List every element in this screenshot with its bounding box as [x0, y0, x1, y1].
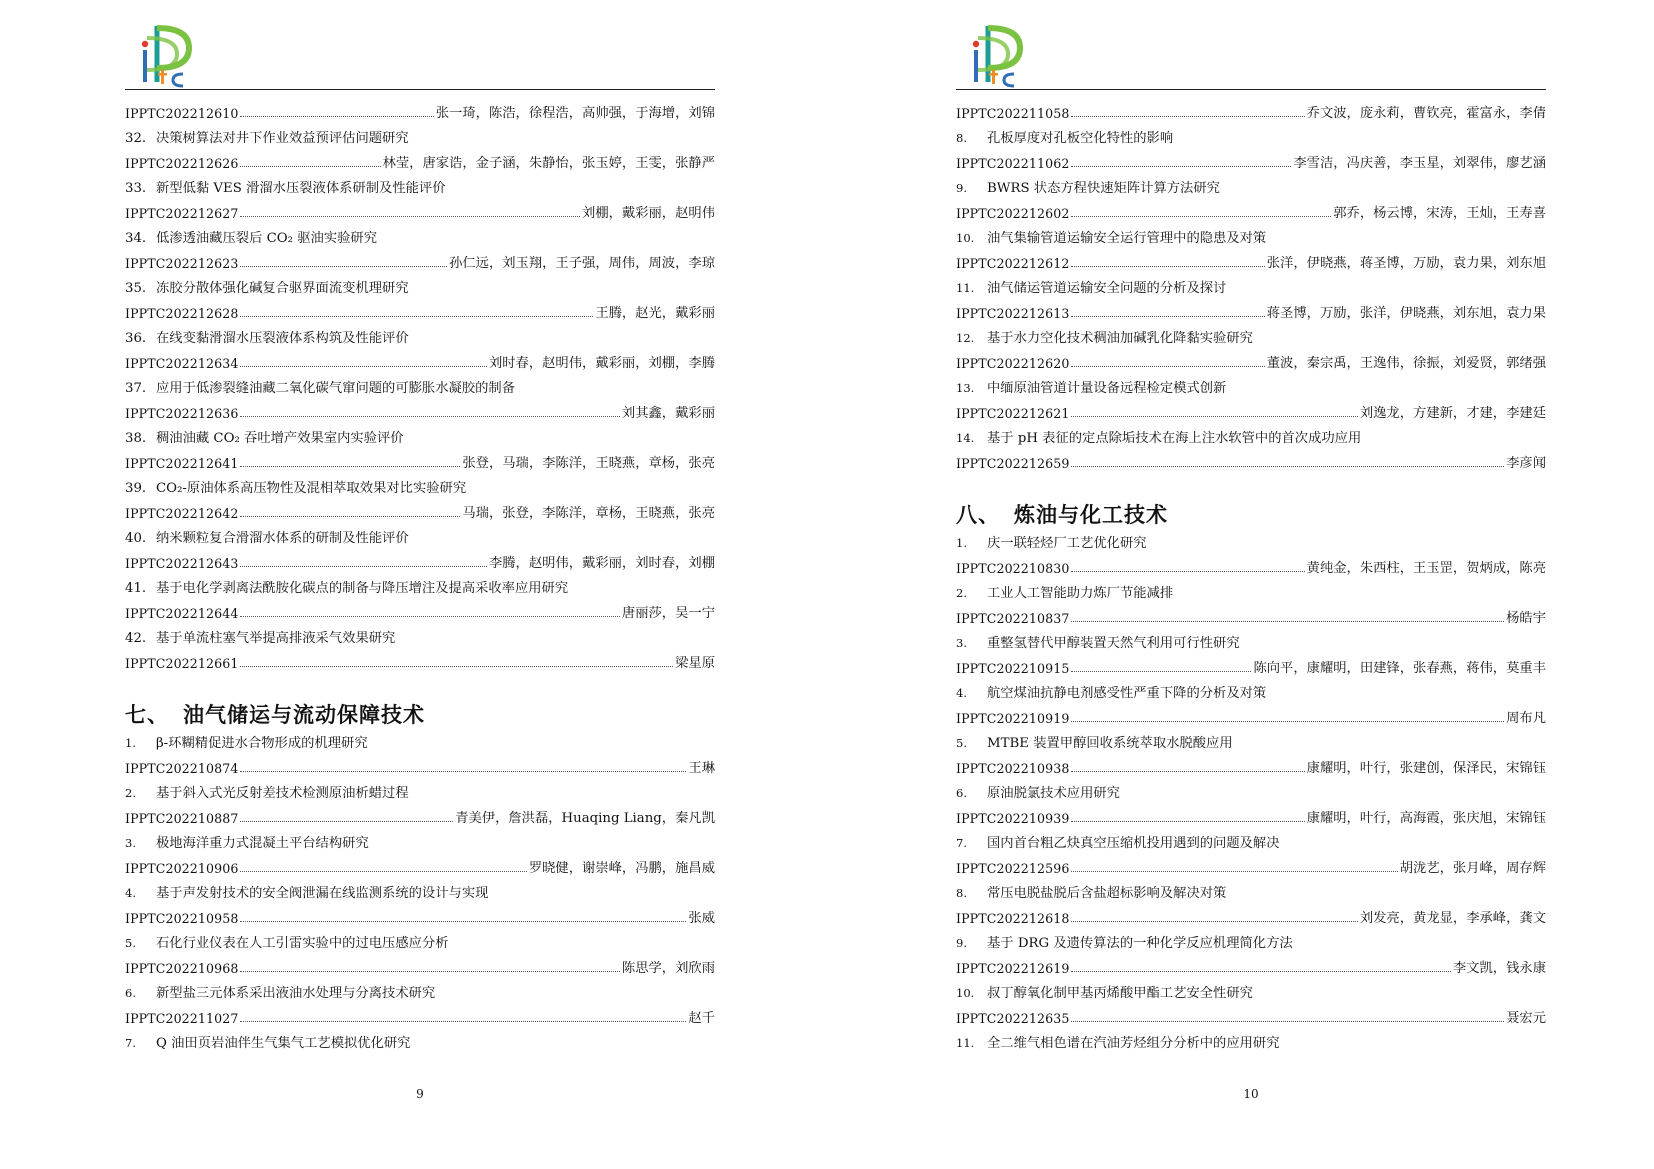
paper-title: 新型盐三元体系采出液油水处理与分离技术研究: [156, 986, 436, 1001]
paper-title: 稠油油藏 CO₂ 吞吐增产效果室内实验评价: [156, 431, 404, 446]
dot-leader: [1071, 266, 1264, 267]
paper-authors: 刘棚，戴彩丽，赵明伟: [582, 206, 715, 221]
paper-id: IPPTC202212659: [956, 456, 1070, 471]
paper-authors: 李彦闻: [1506, 456, 1546, 471]
paper-number: 8.: [956, 886, 967, 900]
paper-id: IPPTC202212612: [956, 256, 1070, 271]
paper-title-line: [125, 576, 715, 601]
paper-id-line: [956, 806, 1546, 831]
ipptc-logo-icon: [137, 20, 197, 92]
paper-authors: 李文凯，钱永康: [1452, 961, 1546, 976]
paper-id-line: [125, 806, 715, 831]
paper-title-line: [125, 376, 715, 401]
paper-number: 6.: [125, 986, 136, 1000]
paper-id-line: [125, 601, 715, 626]
left-page: [125, 0, 715, 1169]
paper-id: IPPTC202212610: [125, 106, 239, 121]
paper-number: 10.: [956, 986, 975, 1000]
paper-id-line: [956, 706, 1546, 731]
paper-title-line: [956, 226, 1546, 251]
paper-title: CO₂-原油体系高压物性及混相萃取效果对比实验研究: [156, 481, 467, 496]
paper-title: BWRS 状态方程快速矩阵计算方法研究: [987, 181, 1220, 196]
paper-id: IPPTC202210887: [125, 811, 239, 826]
paper-number: 12.: [956, 331, 975, 345]
paper-title: 决策树算法对井下作业效益预评估问题研究: [156, 131, 409, 146]
paper-id-line: [125, 201, 715, 226]
paper-title: 冻胶分散体强化碱复合驱界面流变机理研究: [156, 281, 409, 296]
paper-authors: 梁星原: [675, 656, 715, 671]
paper-id-line: [956, 606, 1546, 631]
paper-number: 35.: [125, 281, 147, 296]
paper-authors: 蒋圣博，万励，张洋，伊晓燕，刘东旭，袁力果: [1266, 306, 1546, 321]
paper-title-line: [125, 326, 715, 351]
paper-title-line: [956, 831, 1546, 856]
paper-title-line: [956, 931, 1546, 956]
paper-id: IPPTC202212596: [956, 861, 1070, 876]
paper-title: MTBE 装置甲醇回收系统萃取水脱酸应用: [987, 736, 1233, 751]
paper-title-line: [125, 781, 715, 806]
section-number: 八、: [956, 502, 1000, 527]
paper-id-line: [125, 451, 715, 476]
paper-authors: 聂宏元: [1506, 1011, 1546, 1026]
dot-leader: [240, 316, 593, 317]
paper-number: 6.: [956, 786, 967, 800]
paper-id-line: [125, 1006, 715, 1031]
dot-leader: [1071, 771, 1304, 772]
paper-title-line: [956, 176, 1546, 201]
paper-id-line: [125, 151, 715, 176]
paper-id-line: [125, 401, 715, 426]
dot-leader: [1071, 1021, 1504, 1022]
paper-id-line: [956, 956, 1546, 981]
dot-leader: [240, 166, 380, 167]
paper-id: IPPTC202212643: [125, 556, 239, 571]
paper-title: β-环糊精促进水合物形成的机理研究: [156, 736, 368, 751]
dot-leader: [240, 616, 619, 617]
paper-number: 10.: [956, 231, 975, 245]
paper-id: IPPTC202211058: [956, 106, 1070, 121]
paper-id: IPPTC202210830: [956, 561, 1070, 576]
paper-id: IPPTC202212634: [125, 356, 239, 371]
paper-number: 42.: [125, 631, 147, 646]
section-heading: [125, 698, 715, 731]
dot-leader: [1071, 821, 1304, 822]
paper-number: 40.: [125, 531, 147, 546]
paper-authors: 乔文波，庞永莉，曹钦亮，霍富永，李倩: [1306, 106, 1546, 121]
paper-id-line: [956, 856, 1546, 881]
dot-leader: [1071, 621, 1504, 622]
dot-leader: [1071, 166, 1291, 167]
dot-leader: [1071, 921, 1357, 922]
paper-number: 41.: [125, 581, 147, 596]
paper-authors: 李雪洁，冯庆善，李玉星，刘翠伟，廖艺涵: [1293, 156, 1546, 171]
paper-number: 5.: [125, 936, 136, 950]
paper-title-line: [956, 126, 1546, 151]
paper-id: IPPTC202212623: [125, 256, 239, 271]
paper-id-line: [125, 251, 715, 276]
paper-number: 11.: [956, 281, 975, 295]
right-page-body: [956, 101, 1546, 1056]
paper-title: 纳米颗粒复合滑溜水体系的研制及性能评价: [156, 531, 409, 546]
paper-number: 5.: [956, 736, 967, 750]
paper-title-line: [956, 531, 1546, 556]
right-page: [956, 0, 1546, 1169]
dot-leader: [1071, 466, 1504, 467]
paper-id-line: [956, 201, 1546, 226]
paper-number: 11.: [956, 1036, 975, 1050]
paper-authors: 王腾，赵光，戴彩丽: [595, 306, 715, 321]
paper-authors: 赵千: [688, 1011, 715, 1026]
paper-authors: 张威: [688, 911, 715, 926]
paper-id: IPPTC202212621: [956, 406, 1070, 421]
paper-id: IPPTC202212620: [956, 356, 1070, 371]
paper-authors: 马瑞，张登，李陈洋，章杨，王晓燕，张亮: [462, 506, 715, 521]
paper-title: 庆一联轻烃厂工艺优化研究: [987, 536, 1147, 551]
paper-title-line: [956, 276, 1546, 301]
paper-title-line: [125, 126, 715, 151]
section-number: 七、: [125, 702, 169, 727]
paper-authors: 唐丽莎，吴一宁: [621, 606, 715, 621]
paper-authors: 李腾，赵明伟，戴彩丽，刘时春，刘棚: [488, 556, 715, 571]
dot-leader: [240, 971, 619, 972]
paper-authors: 陈向平，康耀明，田建锋，张春燕，蒋伟，莫重丰: [1253, 661, 1546, 676]
paper-id: IPPTC202212641: [125, 456, 239, 471]
paper-number: 9.: [956, 181, 967, 195]
paper-title: 新型低黏 VES 滑溜水压裂液体系研制及性能评价: [156, 181, 446, 196]
paper-authors: 康耀明，叶行，高海霞，张庆旭，宋锦钰: [1306, 811, 1546, 826]
paper-authors: 董波，秦宗禹，王逸伟，徐振，刘爱贤，郭绪强: [1266, 356, 1546, 371]
paper-title: 航空煤油抗静电剂感受性严重下降的分析及对策: [987, 686, 1267, 701]
paper-id-line: [956, 301, 1546, 326]
paper-title-line: [956, 881, 1546, 906]
paper-title-line: [956, 631, 1546, 656]
paper-title-line: [125, 881, 715, 906]
paper-title: 在线变黏滑溜水压裂液体系构筑及性能评价: [156, 331, 409, 346]
paper-title: 基于 pH 表征的定点除垢技术在海上注水软管中的首次成功应用: [987, 431, 1362, 446]
paper-id-line: [125, 551, 715, 576]
paper-id: IPPTC202212635: [956, 1011, 1070, 1026]
paper-title: 油气集输管道运输安全运行管理中的隐患及对策: [987, 231, 1267, 246]
paper-number: 14.: [956, 431, 975, 445]
paper-number: 2.: [125, 786, 136, 800]
header-rule: [125, 89, 715, 90]
paper-number: 9.: [956, 936, 967, 950]
dot-leader: [240, 871, 526, 872]
paper-title-line: [956, 681, 1546, 706]
dot-leader: [240, 466, 460, 467]
dot-leader: [240, 821, 453, 822]
left-page-body: [125, 101, 715, 1056]
ipptc-logo-icon: [968, 20, 1028, 92]
paper-number: 3.: [125, 836, 136, 850]
paper-id-line: [956, 401, 1546, 426]
dot-leader: [240, 666, 673, 667]
header-rule: [956, 89, 1546, 90]
paper-authors: 周布凡: [1506, 711, 1546, 726]
section-gap: [956, 476, 1546, 498]
paper-title: 基于斜入式光反射差技术检测原油析蜡过程: [156, 786, 409, 801]
paper-id: IPPTC202212661: [125, 656, 239, 671]
paper-title: 基于声发射技术的安全阀泄漏在线监测系统的设计与实现: [156, 886, 489, 901]
paper-number: 39.: [125, 481, 147, 496]
section-heading: [956, 498, 1546, 531]
paper-authors: 黄纯金，朱西柱，王玉罡，贺炳成，陈亮: [1306, 561, 1546, 576]
paper-id-line: [956, 251, 1546, 276]
paper-id-line: [125, 956, 715, 981]
paper-authors: 张一琦，陈浩，徐程浩，高帅强，于海增，刘锦: [435, 106, 715, 121]
paper-number: 37.: [125, 381, 147, 396]
dot-leader: [1071, 671, 1251, 672]
paper-title-line: [956, 731, 1546, 756]
paper-id: IPPTC202210939: [956, 811, 1070, 826]
paper-authors: 林莹，唐家诰，金子涵，朱静怡，张玉婷，王雯，张静严: [382, 156, 715, 171]
paper-title: 基于单流柱塞气举提高排液采气效果研究: [156, 631, 396, 646]
dot-leader: [1071, 416, 1357, 417]
paper-id: IPPTC202211062: [956, 156, 1070, 171]
dot-leader: [240, 771, 686, 772]
paper-id: IPPTC202212636: [125, 406, 239, 421]
paper-id-line: [125, 906, 715, 931]
paper-id: IPPTC202212644: [125, 606, 239, 621]
paper-title-line: [956, 376, 1546, 401]
dot-leader: [240, 921, 686, 922]
paper-title: 孔板厚度对孔板空化特性的影响: [987, 131, 1174, 146]
paper-number: 1.: [125, 736, 136, 750]
paper-title: 极地海洋重力式混凝土平台结构研究: [156, 836, 369, 851]
section-title: 炼油与化工技术: [1014, 502, 1168, 527]
paper-id: IPPTC202210919: [956, 711, 1070, 726]
paper-title-line: [125, 626, 715, 651]
dot-leader: [240, 566, 486, 567]
paper-id: IPPTC202212613: [956, 306, 1070, 321]
page-number: 9: [416, 1087, 424, 1101]
paper-id-line: [125, 651, 715, 676]
paper-number: 1.: [956, 536, 967, 550]
paper-id: IPPTC202210968: [125, 961, 239, 976]
paper-title: 应用于低渗裂缝油藏二氧化碳气窜问题的可膨胀水凝胶的制备: [156, 381, 516, 396]
dot-leader: [1071, 116, 1304, 117]
paper-authors: 刘其鑫，戴彩丽: [621, 406, 715, 421]
paper-title: 基于 DRG 及遗传算法的一种化学反应机理简化方法: [987, 936, 1293, 951]
paper-title: 基于电化学剥离法酰胺化碳点的制备与降压增注及提高采收率应用研究: [156, 581, 569, 596]
paper-number: 13.: [956, 381, 975, 395]
paper-title-line: [956, 1031, 1546, 1056]
paper-number: 2.: [956, 586, 967, 600]
paper-id-line: [956, 556, 1546, 581]
paper-title: 工业人工智能助力炼厂节能减排: [987, 586, 1174, 601]
paper-authors: 青美伊，詹洪磊，Huaqing Liang，秦凡凯: [455, 811, 715, 826]
paper-id-line: [956, 351, 1546, 376]
paper-authors: 张洋，伊晓燕，蒋圣博，万励，袁力果，刘东旭: [1266, 256, 1546, 271]
paper-id: IPPTC202210938: [956, 761, 1070, 776]
paper-id: IPPTC202210915: [956, 661, 1070, 676]
paper-id: IPPTC202210958: [125, 911, 239, 926]
dot-leader: [1071, 721, 1504, 722]
paper-title-line: [956, 981, 1546, 1006]
paper-title-line: [125, 1031, 715, 1056]
paper-id: IPPTC202211027: [125, 1011, 239, 1026]
paper-title: 国内首台粗乙炔真空压缩机投用遇到的问题及解决: [987, 836, 1280, 851]
paper-id: IPPTC202212628: [125, 306, 239, 321]
paper-number: 3.: [956, 636, 967, 650]
paper-number: 33.: [125, 181, 147, 196]
dot-leader: [240, 516, 460, 517]
dot-leader: [1071, 571, 1304, 572]
paper-title-line: [956, 426, 1546, 451]
paper-title-line: [125, 426, 715, 451]
paper-id-line: [125, 351, 715, 376]
paper-title: 叔丁醇氧化制甲基丙烯酸甲酯工艺安全性研究: [987, 986, 1253, 1001]
paper-title: 油气储运管道运输安全问题的分析及探讨: [987, 281, 1227, 296]
paper-authors: 罗晓健，谢崇峰，冯鹏，施昌威: [528, 861, 715, 876]
paper-number: 4.: [125, 886, 136, 900]
paper-title-line: [125, 276, 715, 301]
paper-id-line: [125, 501, 715, 526]
paper-id-line: [125, 101, 715, 126]
paper-number: 38.: [125, 431, 147, 446]
section-title: 油气储运与流动保障技术: [183, 702, 425, 727]
paper-title-line: [125, 176, 715, 201]
paper-authors: 杨皓宇: [1506, 611, 1546, 626]
paper-id-line: [956, 756, 1546, 781]
paper-title-line: [125, 526, 715, 551]
page-number: 10: [1243, 1087, 1259, 1101]
paper-number: 7.: [956, 836, 967, 850]
paper-id: IPPTC202212618: [956, 911, 1070, 926]
dot-leader: [240, 366, 486, 367]
paper-title: 原油脱氯技术应用研究: [987, 786, 1120, 801]
paper-id: IPPTC202212602: [956, 206, 1070, 221]
paper-authors: 郭乔，杨云博，宋涛，王灿，王寿喜: [1333, 206, 1546, 221]
paper-id-line: [125, 756, 715, 781]
paper-authors: 刘时春，赵明伟，戴彩丽，刘棚，李腾: [488, 356, 715, 371]
paper-id-line: [956, 656, 1546, 681]
dot-leader: [1071, 971, 1450, 972]
paper-number: 32.: [125, 131, 147, 146]
dot-leader: [240, 216, 580, 217]
dot-leader: [240, 116, 433, 117]
paper-title: 重整氢替代甲醇装置天然气利用可行性研究: [987, 636, 1240, 651]
paper-id-line: [956, 906, 1546, 931]
paper-title: 常压电脱盐脱后含盐超标影响及解决对策: [987, 886, 1227, 901]
paper-id: IPPTC202212642: [125, 506, 239, 521]
paper-authors: 王琳: [688, 761, 715, 776]
paper-title-line: [125, 831, 715, 856]
paper-authors: 刘发亮，黄龙显，李承峰，龚文: [1359, 911, 1546, 926]
paper-title-line: [125, 731, 715, 756]
paper-id-line: [125, 856, 715, 881]
paper-id: IPPTC202210837: [956, 611, 1070, 626]
paper-number: 4.: [956, 686, 967, 700]
paper-title: 低渗透油藏压裂后 CO₂ 驱油实验研究: [156, 231, 378, 246]
paper-title-line: [956, 781, 1546, 806]
paper-authors: 孙仁远，刘玉翔，王子强，周伟，周波，李琼: [449, 256, 715, 271]
paper-authors: 陈思学，刘欣雨: [621, 961, 715, 976]
paper-title-line: [125, 226, 715, 251]
paper-title: 中缅原油管道计量设备远程检定模式创新: [987, 381, 1227, 396]
paper-number: 7.: [125, 1036, 136, 1050]
paper-authors: 胡泷艺，张月峰，周存辉: [1399, 861, 1546, 876]
paper-number: 34.: [125, 231, 147, 246]
dot-leader: [1071, 216, 1331, 217]
paper-id-line: [956, 101, 1546, 126]
paper-authors: 张登，马瑞，李陈洋，王晓燕，章杨，张亮: [462, 456, 715, 471]
paper-title-line: [125, 476, 715, 501]
paper-id: IPPTC202212626: [125, 156, 239, 171]
dot-leader: [240, 266, 447, 267]
paper-title: 全二维气相色谱在汽油芳烃组分分析中的应用研究: [987, 1036, 1280, 1051]
paper-authors: 刘逸龙，方建新，才建，李建廷: [1359, 406, 1546, 421]
dot-leader: [1071, 366, 1264, 367]
paper-id-line: [125, 301, 715, 326]
dot-leader: [240, 1021, 686, 1022]
paper-title: Q 油田页岩油伴生气集气工艺模拟优化研究: [156, 1036, 411, 1051]
paper-id-line: [956, 151, 1546, 176]
paper-id-line: [956, 1006, 1546, 1031]
paper-id-line: [956, 451, 1546, 476]
paper-number: 36.: [125, 331, 147, 346]
paper-authors: 康耀明，叶行，张建创，保泽民，宋锦钰: [1306, 761, 1546, 776]
dot-leader: [1071, 871, 1397, 872]
paper-title-line: [125, 931, 715, 956]
paper-title-line: [956, 581, 1546, 606]
paper-id: IPPTC202210874: [125, 761, 239, 776]
paper-title: 石化行业仪表在人工引雷实验中的过电压感应分析: [156, 936, 449, 951]
paper-number: 8.: [956, 131, 967, 145]
dot-leader: [240, 416, 619, 417]
dot-leader: [1071, 316, 1264, 317]
paper-title-line: [956, 326, 1546, 351]
paper-id: IPPTC202210906: [125, 861, 239, 876]
section-gap: [125, 676, 715, 698]
paper-title-line: [125, 981, 715, 1006]
paper-id: IPPTC202212619: [956, 961, 1070, 976]
paper-id: IPPTC202212627: [125, 206, 239, 221]
paper-title: 基于水力空化技术稠油加碱乳化降黏实验研究: [987, 331, 1253, 346]
